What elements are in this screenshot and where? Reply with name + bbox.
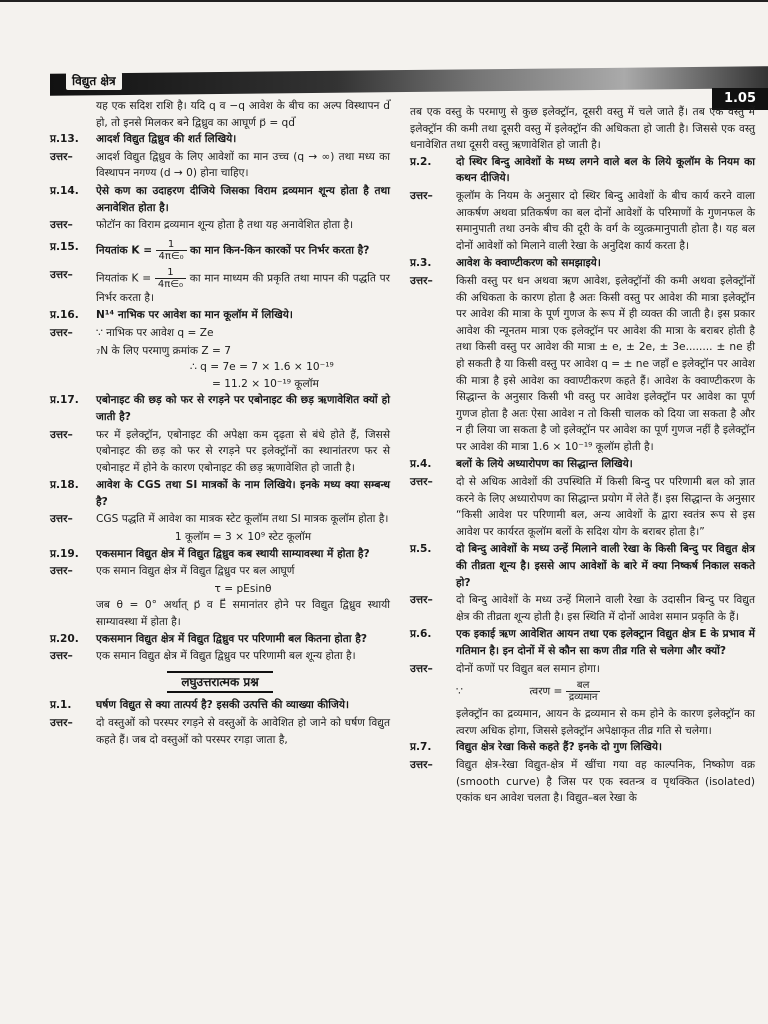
answer-15: उत्तर– नियतांक K = $\frac{1}{\text{4π∈₀}}$ का मान माध्यम की प्रकृति तथा मापन की पद्धति पर निर्भर करता है। bbox=[50, 266, 390, 304]
answer-16-line3: ∴ q = 7e = 7 × 1.6 × 10⁻¹⁹ bbox=[190, 361, 334, 374]
answer-19: उत्तर– एक समान विद्युत क्षेत्र में विद्युत द्विध्रुव पर बल आघूर्ण bbox=[50, 565, 295, 578]
short-answer-1: उत्तर– दो वस्तुओं को परस्पर रगड़ने से वस्तुओं के आवेशित हो जाने को घर्षण विद्युत कहते हैं। जब दो वस्तुओं को परस्पर रगड़ा जाता है, bbox=[50, 717, 390, 746]
question-4: प्र.4. बलों के लिये अध्यारोपण का सिद्धान्त लिखिये। bbox=[410, 458, 633, 471]
left-column bbox=[50, 98, 390, 749]
answer-2: उत्तर– कूलॉम के नियम के अनुसार दो स्थिर बिन्दु आवेशों के बीच कार्य करने वाला आकर्षण अथवा प्रतिकर्षण का बल दोनों आवेशों के परिमाणों के गुणनफल के समानुपाती तथा उनके बीच की दूरी के वर्ग के व्युत्क्रमानुपाती होता है। यह बल दोनों आवेशों को मिलाने वाली रेखा के अनुदिश कार्य करता है। bbox=[410, 189, 755, 252]
answer-7: उत्तर– विद्युत क्षेत्र-रेखा विद्युत-क्षेत्र में खींचा गया वह काल्पनिक, निष्कोण वक्र (smooth curve) है जिस पर एक स्वतन्त्र व पृथक्कित (isolated) एकांक धन आवेश चलता है। विद्युत–बल रेखा के bbox=[410, 758, 755, 805]
answer-13: उत्तर– आदर्श विद्युत द्विध्रुव के लिए आवेशों का मान उच्च (q → ∞) तथा मध्य का विस्थापन नगण्य (d → 0) होना चाहिए। bbox=[50, 150, 390, 180]
question-3: प्र.3. आवेश के क्वाण्टीकरण को समझाइये। bbox=[410, 257, 601, 270]
question-7: प्र.7. विद्युत क्षेत्र रेखा किसे कहते हैं? इनके दो गुण लिखिये। bbox=[410, 741, 663, 754]
answer-19-text2: जब θ = 0° अर्थात् p⃗ व E⃗ समानांतर होने पर विद्युत द्विध्रुव स्थायी साम्यावस्था में होता है। bbox=[96, 599, 390, 629]
acceleration-formula: ∵ त्वरण = $\frac{\text{बल}}{\text{द्रव्यमान}}$ bbox=[410, 680, 755, 703]
intro-text: यह एक सदिश राशि है। यदि q व −q आवेश के बीच का अल्प विस्थापन d⃗ हो, तो इनसे मिलकर बने द्विध्रुव का आघूर्ण p⃗ = qd⃗ bbox=[96, 100, 390, 129]
unit-relation: 1 कूलॉम = 3 × 10⁹ स्टेट कूलॉम bbox=[174, 531, 312, 544]
answer-17: उत्तर– फर में इलेक्ट्रॉन, एबोनाइट की अपेक्षा कम दृढ़ता से बंधे होते हैं, जिससे एबोनाइट की छड़ को फर से रगड़ने पर इलेक्ट्रॉनों का स्थानांतरण फर से एबोनाइट में होने के कारण एबोनाइट की छड़ ऋणावेशित हो जाती है। bbox=[50, 428, 390, 474]
question-15: प्र.15. नियतांक K = $\frac{1}{\text{4π∈₀}}$ का मान किन-किन कारकों पर निर्भर करता है? bbox=[50, 238, 370, 262]
answer-5: उत्तर– दो बिन्दु आवेशों के मध्य उन्हें मिलाने वाली रेखा के उदासीन बिन्दु पर विद्युत क्षेत्र की तीव्रता शून्य होती है। इस स्थिति में दोनों आवेश समान प्रकृति के हैं। bbox=[410, 594, 755, 623]
section-heading: लघुउत्तरात्मक प्रश्न bbox=[50, 671, 390, 694]
torque-formula: τ = pEsinθ bbox=[214, 582, 272, 595]
right-column bbox=[410, 104, 755, 808]
question-2: प्र.2. दो स्थिर बिन्दु आवेशों के मध्य लगने वाले बल के लिये कूलॉम के नियम का कथन दीजिये। bbox=[410, 155, 755, 185]
question-18: प्र.18. आवेश के CGS तथा SI मात्रकों के नाम लिखिये। इनके मध्य क्या सम्बन्ध है? bbox=[50, 479, 390, 508]
header-band bbox=[50, 66, 768, 96]
chapter-title: विद्युत क्षेत्र bbox=[66, 72, 122, 90]
answer-16-line2: ₇N के लिए परमाणु क्रमांक Z = 7 bbox=[96, 344, 231, 357]
k-fraction-answer: $\frac{1}{\text{4π∈₀}}$ bbox=[155, 267, 186, 290]
question-14: प्र.14. ऐसे कण का उदाहरण दीजिये जिसका विराम द्रव्यमान शून्य होता है तथा अनावेशित होता है। bbox=[50, 184, 390, 214]
answer-14: उत्तर– फोटॉन का विराम द्रव्यमान शून्य होता है तथा यह अनावेशित होता है। bbox=[50, 219, 354, 232]
question-16: प्र.16. N¹⁴ नाभिक पर आवेश का मान कूलॉम में लिखिये। bbox=[50, 309, 293, 322]
short-question-1: प्र.1. घर्षण विद्युत से क्या तात्पर्य है? इसकी उत्पत्ति की व्याख्या कीजिये। bbox=[50, 699, 350, 712]
answer-6: उत्तर– दोनों कणों पर विद्युत बल समान होगा। bbox=[410, 662, 600, 675]
acceleration-fraction: $\frac{\text{बल}}{\text{द्रव्यमान}}$ bbox=[566, 680, 601, 703]
question-6: प्र.6. एक इकाई ऋण आवेशित आयन तथा एक इलेक्ट्रान विद्युत क्षेत्र E के प्रभाव में गतिमान है। इन दोनों में से कौन सा कण तीव्र गति से चलेगा और क्यों? bbox=[410, 628, 755, 657]
answer-4: उत्तर– दो से अधिक आवेशों की उपस्थिति में किसी बिन्दु पर परिणामी बल को ज्ञात करने के लिए अध्यारोपण का सिद्धान्त प्रयोग में लेते हैं। इस सिद्धान्त के अनुसार “किसी आवेश पर परिणामी बल, अन्य आवेशों के द्वारा स्वतंत्र रूप से इस आवेश पर कार्यरत कूलॉम बलों के सदिश योग के बराबर होता है।” bbox=[410, 476, 755, 538]
answer-16: उत्तर– ∵ नाभिक पर आवेश q = Ze bbox=[50, 326, 214, 339]
question-19: प्र.19. एकसमान विद्युत क्षेत्र में विद्युत द्विध्रुव कब स्थायी साम्यावस्था में होता है? bbox=[50, 547, 370, 560]
page-number: 1.05 bbox=[712, 88, 768, 110]
top-rule bbox=[0, 0, 768, 2]
answer-18: उत्तर– CGS पद्धति में आवेश का मात्रक स्टेट कूलॉम तथा SI मात्रक कूलॉम होता है। bbox=[50, 513, 389, 526]
answer-6-text2: इलेक्ट्रॉन का द्रव्यमान, आयन के द्रव्यमान से कम होने के कारण इलेक्ट्रॉन का त्वरण अधिक होगा, जिससे इलेक्ट्रॉन अपेक्षाकृत तीव्र गति से चलेगा। bbox=[456, 708, 755, 737]
answer-16-line4: = 11.2 × 10⁻¹⁹ कूलॉम bbox=[212, 377, 319, 390]
k-fraction: $\frac{1}{\text{4π∈₀}}$ bbox=[156, 239, 187, 262]
answer-20: उत्तर– एक समान विद्युत क्षेत्र में विद्युत द्विध्रुव पर परिणामी बल शून्य होता है। bbox=[50, 650, 356, 663]
question-17: प्र.17. एबोनाइट की छड़ को फर से रगड़ने पर एबोनाइट की छड़ ऋणावेशित क्यों हो जाती है? bbox=[50, 394, 390, 423]
continued-answer: तब एक वस्तु के परमाणु से कुछ इलेक्ट्रॉन, दूसरी वस्तु में चले जाते हैं। तब एक वस्तु में इलेक्ट्रॉन की कमी तथा दूसरी वस्तु में इलेक्ट्रॉन की अधिकता हो जाती है। जिससे एक वस्तु धनावेशित तथा दूसरी वस्तु ऋणावेशित हो जाती है। bbox=[410, 106, 755, 152]
question-13: प्र.13. आदर्श विद्युत द्विध्रुव की शर्त लिखिये। bbox=[50, 133, 237, 146]
answer-3: उत्तर– किसी वस्तु पर धन अथवा ऋण आवेश, इलेक्ट्रॉनों की कमी अथवा इलेक्ट्रॉनों की अधिकता के कारण होता है अतः किसी वस्तु पर आवेश की मात्रा इलेक्ट्रॉन पर आवेश की मात्रा के पूर्ण गुणज के रूप में ही व्यक्त की जाती है। इस प्रकार आवेश की न्यूनतम मात्रा एक इलेक्ट्रॉन पर आवेश की मात्रा के बराबर होती है तथा किसी वस्तु पर आवेश की मात्रा ± e, ± 2e, ± 3e........ ± ne ही हो सकती है या किसी वस्तु पर आवेश q = ± ne जहाँ e इलेक्ट्रॉन पर आवेश की मात्रा है इसे आवेश का क्वाण्टीकरण कहते हैं। आवेश के क्वाण्टीकरण के सिद्धान्त के अनुसार किसी भी वस्तु पर आवेश इलेक्ट्रॉन पर आवेश का पूर्ण गुणज होता है अतः ऐसा आवेश न तो किसी चालक को दिया जा सकता है और न ही लिया जा सकता है जो इलेक्ट्रॉन पर आवेश का पूर्ण गुणज नहीं है इलेक्ट्रॉन पर आवेश की मात्रा 1.6 × 10⁻¹⁹ कूलॉम होती है। bbox=[410, 274, 755, 453]
question-20: प्र.20. एकसमान विद्युत क्षेत्र में विद्युत द्विध्रुव पर परिणामी बल कितना होता है? bbox=[50, 632, 368, 645]
question-5: प्र.5. दो बिन्दु आवेशों के मध्य उन्हें मिलाने वाली रेखा के किसी बिन्दु पर विद्युत क्षेत्र की तीव्रता शून्य है। इससे आप आवेशों के बारे में क्या निष्कर्ष निकाल सकते हो? bbox=[410, 543, 755, 589]
